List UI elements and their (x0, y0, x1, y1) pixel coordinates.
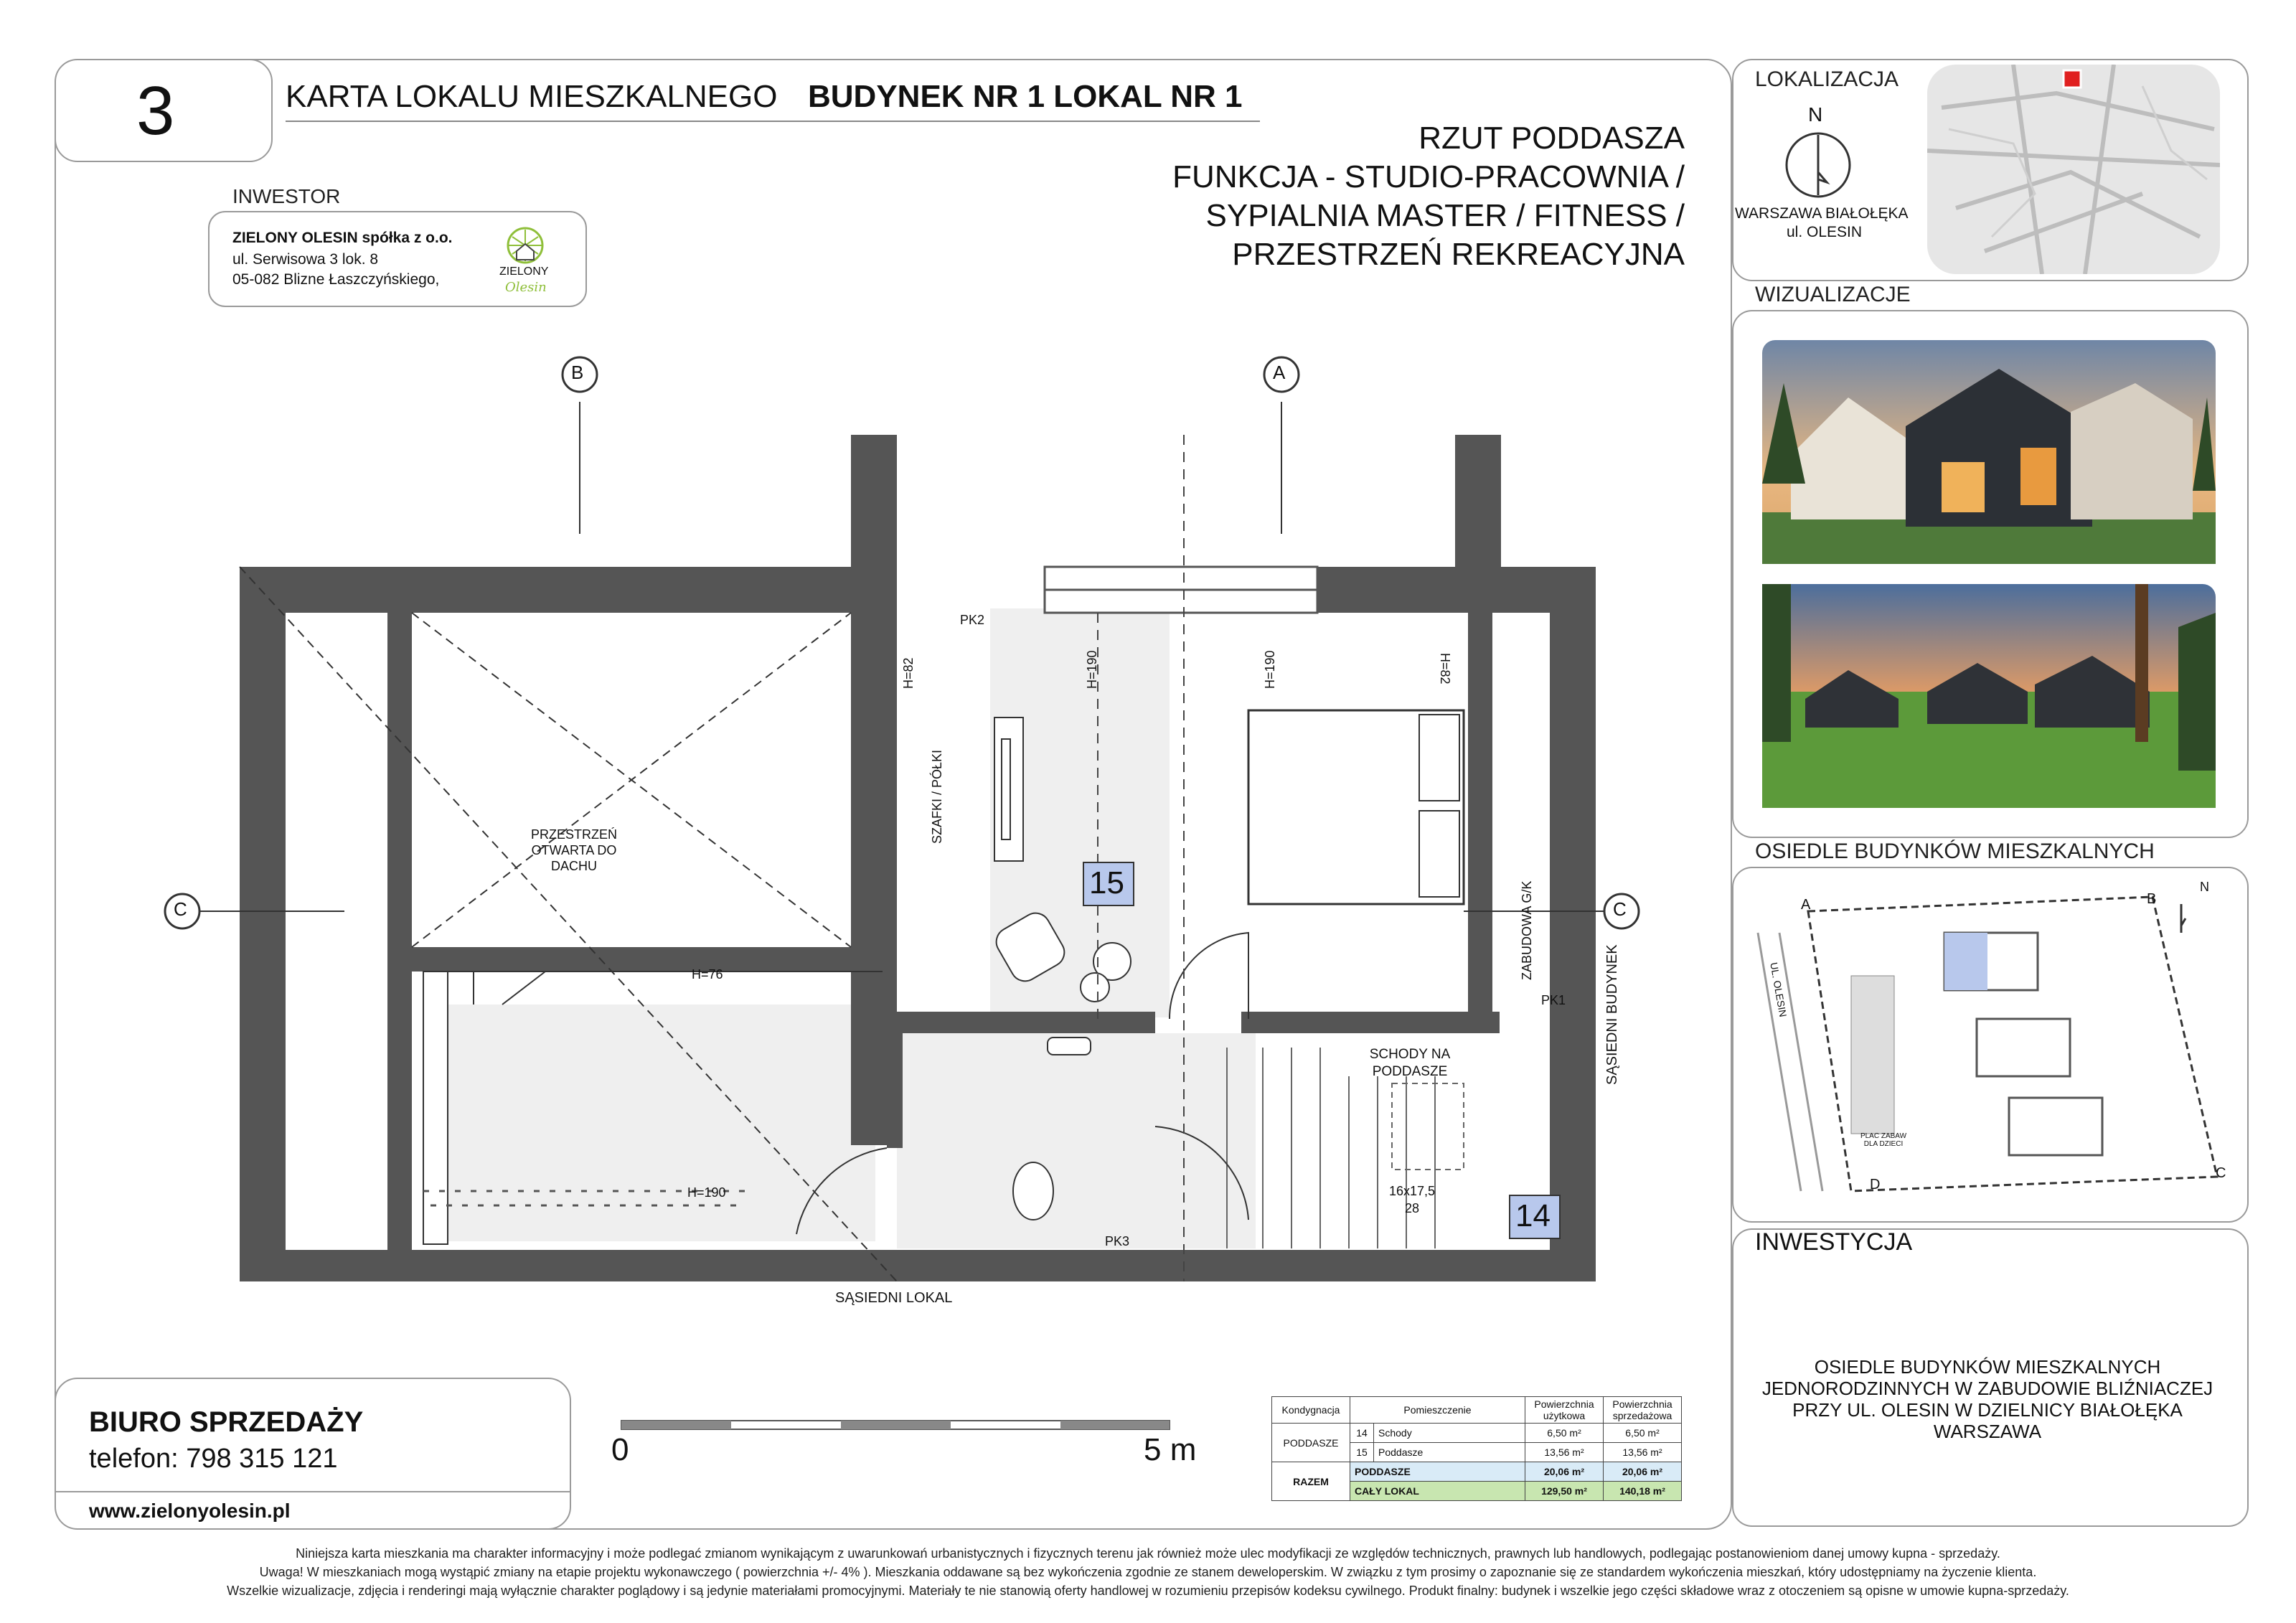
axis-a-label: A (1273, 362, 1286, 383)
stairs-dimension: 16x17,5 (1389, 1184, 1436, 1198)
table-header: Pomieszczenie (1350, 1397, 1525, 1424)
north-label: N (1808, 103, 1823, 126)
plan-title-line4: PRZESTRZEŃ REKREACYJNA (1232, 237, 1685, 272)
sheet-subtitle: BUDYNEK NR 1 LOKAL NR 1 (808, 79, 1243, 114)
compass-icon (1782, 129, 1854, 201)
axis-b-label: B (571, 362, 584, 383)
neighbour-unit-label: SĄSIEDNI LOKAL (835, 1290, 953, 1306)
usable-area: 13,56 m² (1525, 1443, 1604, 1462)
estate-north: N (2200, 880, 2209, 894)
investor-name: ZIELONY OLESIN spółka z o.o. (232, 230, 453, 246)
estate-street: UL. OLESIN (1768, 961, 1789, 1018)
sales-divider (55, 1491, 570, 1492)
height-82-left: H=82 (901, 657, 916, 689)
estate-corner-d: D (1870, 1177, 1881, 1192)
pk3-label: PK3 (1105, 1234, 1130, 1248)
location-label: LOKALIZACJA (1755, 67, 1899, 91)
height-190-right: H=190 (1263, 650, 1277, 689)
height-76: H=76 (692, 967, 723, 982)
investment-label: INWESTYCJA (1755, 1228, 1913, 1256)
sales-web-link[interactable]: www.zielonyolesin.pl (89, 1500, 291, 1522)
estate-corner-b: B (2147, 891, 2157, 907)
investor-label: INWESTOR (232, 185, 341, 207)
plan-title-line1: RZUT PODDASZA (1418, 121, 1685, 156)
disclaimer-line1: Niniejsza karta mieszkania ma charakter informacyjny i może podlegać zmianom wynikającym z uwarunkowań urbanistycznych i fizycznych terenu jak również może ulec modyfikacji ze względów technicznych, prawnych lub handlowych, podlegając postanowieniom danej umowy kupna - sprzedaży. (296, 1546, 2000, 1561)
total-label: RAZEM (1272, 1462, 1350, 1501)
shelves-label: SZAFKI / PÓŁKI (930, 749, 944, 844)
investment-text (1736, 1356, 2239, 1442)
usable-area: 6,50 m² (1525, 1424, 1604, 1443)
stairs-label: SCHODY NA PODDASZE (1369, 1047, 1451, 1079)
sales-title: BIURO SPRZEDAŻY (89, 1406, 364, 1438)
sheet-title: KARTA LOKALU MIESZKALNEGO (286, 79, 778, 114)
estate-label: OSIEDLE BUDYNKÓW MIESZKALNYCH (1755, 839, 2155, 863)
disclaimer (43, 1544, 2253, 1600)
room-15-tag: 15 (1089, 865, 1124, 900)
plan-title-line3: SYPIALNIA MASTER / FITNESS / (1205, 198, 1685, 233)
visualization-image-2 (1762, 584, 2216, 808)
height-190-bottom: H=190 (687, 1185, 726, 1200)
pk1-label: PK1 (1541, 993, 1566, 1007)
investor-address2: 05-082 Blizne Łaszczyńskiego, (232, 271, 440, 288)
axis-c-left-label: C (174, 898, 187, 920)
sheet-number: 3 (136, 72, 175, 149)
visualizations-label: WIZUALIZACJE (1755, 283, 1911, 306)
total-sale: 140,18 m² (1604, 1482, 1682, 1501)
scale-end: 5 m (1144, 1432, 1197, 1467)
investor-address1: ul. Serwisowa 3 lok. 8 (232, 251, 379, 268)
disclaimer-line2: Uwaga! W mieszkaniach mogą wystąpić zmiany na etapie projektu wykonawczego ( powierzchnia +/- 4% ). Mieszkania oddawane są bez wykończenia zgodnie ze stanem deweloperskim. W związku z tym prosimy o zapoznanie się ze standardem wykończenia mieszkań, który udostępniamy na życzenie klienta. (259, 1565, 2037, 1579)
estate-site-plan (1751, 890, 2239, 1205)
total-usable: 129,50 m² (1525, 1482, 1604, 1501)
stairs-dimension-tread: 28 (1405, 1201, 1420, 1215)
investment-line4: WARSZAWA (1933, 1421, 2042, 1442)
scale-bar (620, 1418, 1171, 1435)
table-row (1272, 1424, 1682, 1443)
investment-line1: OSIEDLE BUDYNKÓW MIESZKALNYCH (1814, 1356, 2161, 1378)
room-name: Schody (1374, 1424, 1525, 1443)
location-city: WARSZAWA BIAŁOŁĘKA (1735, 205, 1909, 222)
floor-cell: PODDASZE (1272, 1424, 1350, 1462)
total-name: CAŁY LOKAL (1350, 1482, 1525, 1501)
subtotal-usable: 20,06 m² (1525, 1462, 1604, 1482)
area-table (1271, 1396, 1682, 1501)
table-header: Powierzchnia sprzedażowa (1604, 1397, 1682, 1424)
subtotal-name: PODDASZE (1350, 1462, 1525, 1482)
investment-line3: PRZY UL. OLESIN W DZIELNICY BIAŁOŁĘKA (1792, 1399, 2183, 1421)
sales-phone: telefon: 798 315 121 (89, 1444, 338, 1474)
room-no: 14 (1350, 1424, 1374, 1443)
sale-area: 6,50 m² (1604, 1424, 1682, 1443)
room-14-tag: 14 (1515, 1198, 1551, 1233)
subtotal-row (1272, 1462, 1682, 1482)
room-name: Poddasze (1374, 1443, 1525, 1462)
subtotal-sale: 20,06 m² (1604, 1462, 1682, 1482)
open-space-label: PRZESTRZEŃ OTWARTA DO DACHU (530, 827, 617, 873)
axis-c-right-label: C (1613, 898, 1627, 920)
estate-corner-a: A (1801, 897, 1811, 913)
location-street: ul. OLESIN (1787, 224, 1863, 240)
pk2-label: PK2 (960, 613, 985, 627)
visualization-image-1 (1762, 340, 2216, 564)
scale-start: 0 (611, 1432, 629, 1467)
investment-line2: JEDNORODZINNYCH W ZABUDOWIE BLIŹNIACZEJ (1761, 1378, 2213, 1399)
location-map (1927, 65, 2220, 274)
logo-text-2: Olesin (505, 280, 547, 295)
gk-label: ZABUDOWA G/K (1520, 880, 1534, 980)
height-190-left: H=190 (1085, 650, 1099, 689)
sale-area: 13,56 m² (1604, 1443, 1682, 1462)
estate-play-area: PLAC ZABAW DLA DZIECI (1860, 1132, 1907, 1148)
logo-text-1: ZIELONY (499, 265, 549, 278)
room-no: 15 (1350, 1443, 1374, 1462)
plan-title-line2: FUNKCJA - STUDIO-PRACOWNIA / (1172, 159, 1685, 194)
table-header: Powierzchnia użytkowa (1525, 1397, 1604, 1424)
height-82-right: H=82 (1438, 653, 1452, 685)
neighbour-building-label: SĄSIEDNI BUDYNEK (1604, 944, 1620, 1085)
table-header: Kondygnacja (1272, 1397, 1350, 1424)
disclaimer-line3: Wszelkie wizualizacje, zdjęcia i renderingi mają wyłącznie charakter poglądowy i są jedynie materiałami promocyjnymi. Materiały te nie stanowią oferty handlowej w rozumieniu przepisów kodeksu cywilnego. Produkt finalny: budynek i wszelkie jego części składowe wraz z otoczeniem są opisne w umowie kupna-sprzedaży. (227, 1584, 2069, 1598)
estate-corner-c: C (2216, 1165, 2226, 1181)
